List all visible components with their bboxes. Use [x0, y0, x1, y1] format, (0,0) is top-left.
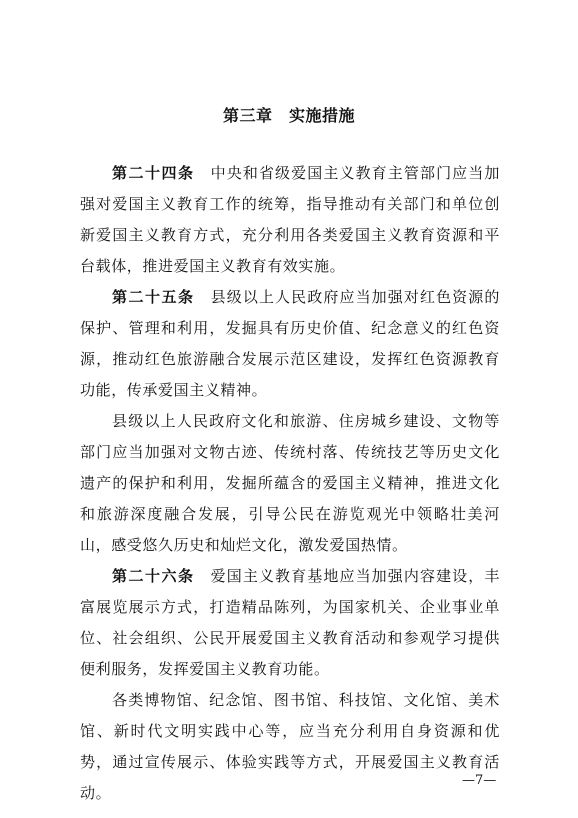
article-26-second-text: 各类博物馆、纪念馆、图书馆、科技馆、文化馆、美术馆、新时代文明实践中心等，应当充分利用自身资源和优势，通过宣传展示、体验实践等方式，开展爱国主义教育活动。: [80, 691, 500, 802]
article-25-second-paragraph: [80, 406, 500, 561]
article-25-label: 第二十五条: [112, 288, 195, 306]
article-24-label: 第二十四条: [112, 164, 195, 182]
page-number: —7—: [462, 773, 497, 788]
article-26-second-paragraph: [80, 685, 500, 809]
article-25-second-text: 县级以上人民政府文化和旅游、住房城乡建设、文物等部门应当加强对文物古迹、传统村落、传统技艺等历史文化遗产的保护和利用，发掘所蕴含的爱国主义精神，推进文化和旅游深度融合发展，引导公民在游览观光中领略壮美河山，感受悠久历史和灿烂文化，激发爱国热情。: [80, 412, 500, 554]
article-24-text: 中央和省级爱国主义教育主管部门应当加强对爱国主义教育工作的统筹，指导推动有关部门和单位创新爱国主义教育方式，充分利用各类爱国主义教育资源和平台载体，推进爱国主义教育有效实施。: [80, 164, 500, 275]
article-25-text: 县级以上人民政府应当加强对红色资源的保护、管理和利用，发掘具有历史价值、纪念意义的红色资源，推动红色旅游融合发展示范区建设，发挥红色资源教育功能，传承爱国主义精神。: [80, 288, 500, 399]
article-24-paragraph: [80, 158, 500, 282]
document-body: [80, 158, 500, 809]
article-26-text: 爱国主义教育基地应当加强内容建设，丰富展览展示方式，打造精品陈列，为国家机关、企业事业单位、社会组织、公民开展爱国主义教育活动和参观学习提供便利服务，发挥爱国主义教育功能。: [80, 567, 500, 678]
chapter-title: 第三章 实施措施: [222, 106, 355, 125]
article-26-label: 第二十六条: [112, 567, 195, 585]
article-25-paragraph: [80, 282, 500, 406]
article-26-paragraph: [80, 561, 500, 685]
